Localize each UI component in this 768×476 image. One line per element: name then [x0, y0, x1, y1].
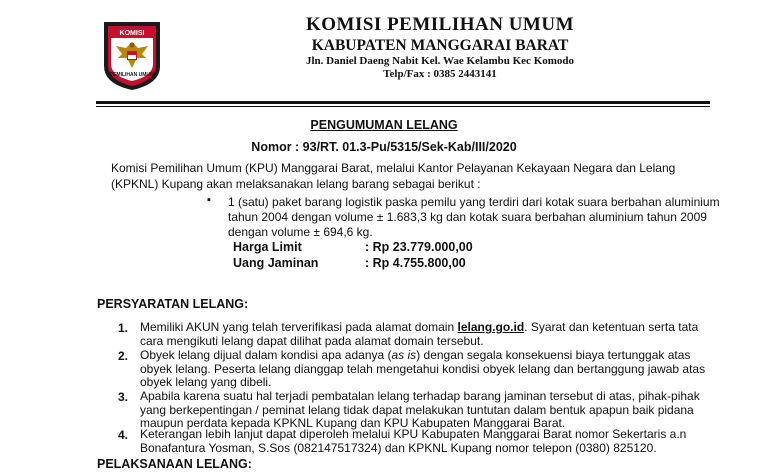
- announcement-number: Nomor : 93/RT. 01.3-Pu/5315/Sek-Kab/III/2020: [251, 140, 517, 154]
- org-name: KOMISI PEMILIHAN UMUM: [305, 14, 575, 35]
- org-address: Jln. Daniel Daeng Nabit Kel. Wae Kelambu Kec Komodo: [305, 55, 575, 67]
- kpu-logo: [100, 18, 164, 92]
- requirement-item-2: Obyek lelang dijual dalam kondisi apa adanya (as is) dengan segala konsekuensi biaya tertunggak atas obyek lelang. Peserta lelang dianggap telah mengetahui kondisi obyek lelang dan bertanggung jawab atas obyek lelang yang dibeli.: [140, 348, 706, 389]
- org-region: KABUPATEN MANGGARAI BARAT: [311, 37, 569, 54]
- letterhead-rule-thin: [96, 106, 710, 107]
- org-phone: Telp/Fax : 0385 2443141: [383, 68, 497, 80]
- requirement-item-3: Apabila karena suatu hal terjadi pembatalan lelang terhadap barang jaminan tersebut di atas, pihak-pihak yang berkepentingan / peminat lelang tidak dapat melakukan tuntutan dalam bentuk apapun baik pidana maupun perdata kepada KPKNL Kupang dan KPU Kabupaten Manggarai Barat.: [140, 389, 700, 430]
- requirement-item-4: Keterangan lebih lanjut dapat diperoleh melalui KPU Kabupaten Manggarai Barat nomor Sekertaris a.n Bonafantura Yosman, S.Sos (082147517324) dan KPKNL Kupang nomor telepon (0380) 825120.: [140, 427, 687, 455]
- requirement-item-1: Memiliki AKUN yang telah terverifikasi pada alamat domain lelang.go.id. Syarat dan ketentuan serta tata cara mengikuti lelang dapat dilihat pada alamat domain tersebut.: [140, 320, 699, 348]
- list-number: 1.: [118, 321, 129, 335]
- auction-item-description: 1 (satu) paket barang logistik paska pemilu yang terdiri dari kotak suara berbahan aluminium tahun 2004 dengan volume ± 1.683,3 kg dan kotak suara berbahan aluminium tahun 2009 dengan volume ± 694,6 kg.: [228, 195, 720, 239]
- letterhead: [240, 14, 640, 81]
- lelang-domain-link[interactable]: lelang.go.id: [457, 320, 525, 334]
- announcement-title: PENGUMUMAN LELANG: [310, 118, 458, 132]
- harga-limit-label: Harga Limit: [233, 240, 302, 254]
- requirements-heading: PERSYARATAN LELANG:: [97, 297, 249, 311]
- uang-jaminan-value: : Rp 4.755.800,00: [365, 256, 466, 270]
- implementation-heading: PELAKSANAAN LELANG:: [97, 457, 252, 471]
- list-number: 3.: [118, 390, 129, 404]
- uang-jaminan-label: Uang Jaminan: [233, 256, 319, 270]
- intro-paragraph: Komisi Pemilihan Umum (KPU) Manggarai Barat, melalui Kantor Pelayanan Kekayaan Negara dan Lelang (KPKNL) Kupang akan melaksanakan lelang barang sebagai berikut :: [111, 161, 676, 191]
- bullet-icon: ▪: [207, 194, 211, 206]
- logo-bottom-text: PEMILIHAN UMUM: [109, 72, 155, 78]
- letterhead-rule-thick: [96, 101, 710, 104]
- logo-top-text: KOMISI: [119, 30, 145, 37]
- list-number: 4.: [118, 428, 129, 442]
- list-number: 2.: [118, 349, 129, 363]
- harga-limit-value: : Rp 23.779.000,00: [365, 240, 473, 254]
